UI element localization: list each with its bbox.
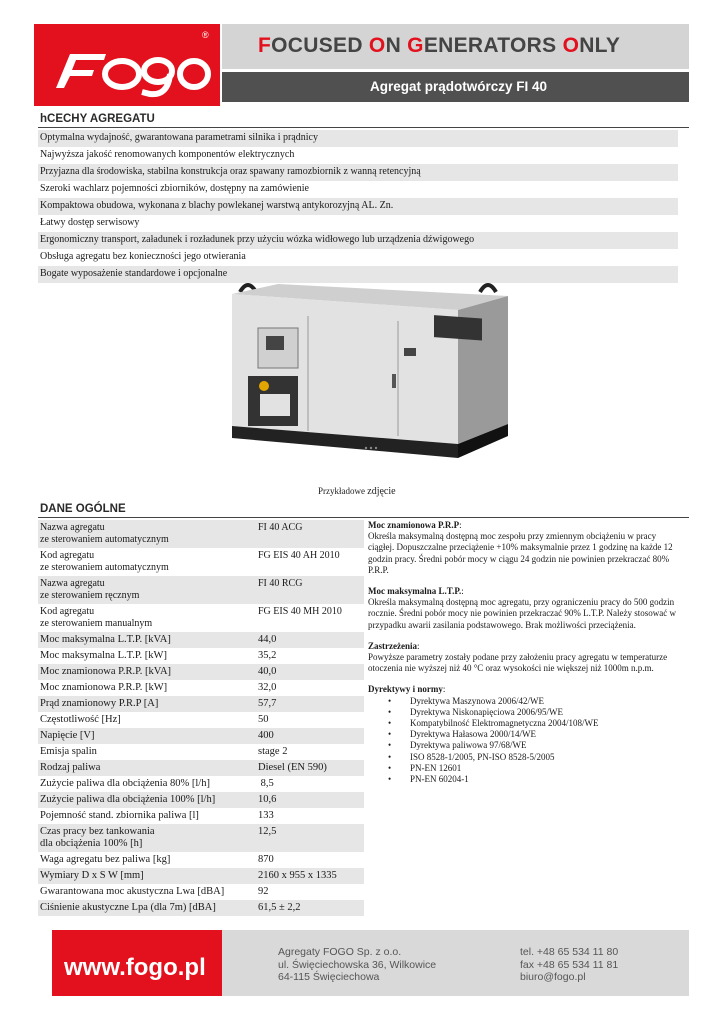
generator-illustration	[218, 276, 508, 476]
fogo-logo-mark	[34, 24, 220, 106]
spec-row	[38, 900, 364, 916]
spec-label: Gwarantowana moc akustyczna Lwa [dBA]	[40, 886, 225, 897]
features-heading: hCECHY AGREGATU	[40, 113, 155, 125]
door-logo	[404, 348, 416, 356]
directives-title: Dyrektywy i normy:	[368, 684, 446, 695]
spec-value: FI 40 ACG	[258, 522, 303, 533]
spec-label: Zużycie paliwa dla obciążenia 80% [l/h]	[40, 778, 210, 789]
spec-value: 61,5 ± 2,2	[258, 902, 301, 913]
spec-row	[38, 852, 364, 868]
image-caption	[318, 486, 396, 497]
directive-item: • PN-EN 12601	[388, 763, 684, 774]
spec-row	[38, 548, 364, 576]
company-contact	[520, 946, 618, 984]
product-title: Agregat prądotwórczy FI 40	[222, 72, 689, 102]
feature-item: Łatwy dostęp serwisowy	[40, 217, 140, 228]
tagline	[222, 24, 689, 69]
spec-value: FG EIS 40 AH 2010	[258, 550, 340, 561]
spec-value: Diesel (EN 590)	[258, 762, 327, 773]
fogo-logo	[34, 24, 220, 106]
spec-value: 32,0	[258, 682, 277, 693]
tagline-segment: O	[368, 34, 386, 57]
spec-row	[38, 712, 364, 728]
footer-info	[222, 930, 689, 996]
feature-item: Najwyższa jakość renomowanych komponentów elektrycznych	[40, 149, 295, 160]
spec-row	[38, 824, 364, 852]
spec-value: 57,7	[258, 698, 277, 709]
reserve-title: Zastrzeżenia:	[368, 640, 420, 651]
spec-row	[38, 632, 364, 648]
spec-value: 40,0	[258, 666, 277, 677]
spec-value: 44,0	[258, 634, 277, 645]
feature-item: Obsługa agregatu bez konieczności jego otwierania	[40, 251, 246, 262]
feature-item: Bogate wyposażenie standardowe i opcjonalne	[38, 266, 678, 283]
spec-label: Waga agregatu bez paliwa [kg]	[40, 854, 171, 865]
product-image	[218, 276, 508, 476]
spec-value: 10,6	[258, 794, 277, 805]
reserve-text: Powyższe parametry zostały podane przy założeniu pracy agregatu w temperaturze otoczenia nie wyższej niż 40 °C oraz wysokości nie większej niż 1000m n.p.m.	[368, 652, 668, 674]
prp-text: Określa maksymalną dostępną moc zespołu przy zmiennym obciążeniu w pracy ciągłej. Dopuszczalne przeciążenie +10% maksymalnie przez 1 godzinę na każde 12 godzin pracy. Średni pobór mocy w ciągu 24 godzin nie powinien przekraczać 80% P.R.P.	[368, 531, 673, 575]
svg-text:®: ®	[202, 30, 209, 40]
spec-label: Napięcie [V]	[40, 730, 95, 741]
feature-item: Optymalna wydajność, gwarantowana parametrami silnika i prądnicy	[38, 130, 678, 147]
spec-label: Moc znamionowa P.R.P. [kW]	[40, 682, 168, 693]
spec-value: 35,2	[258, 650, 277, 661]
spec-value: 50	[258, 714, 269, 725]
directive-item: • Dyrektywa paliwowa 97/68/WE	[388, 740, 684, 751]
tagline-segment: F	[258, 34, 272, 57]
directive-item: • Dyrektywa Hałasowa 2000/14/WE	[388, 729, 684, 740]
features-list	[38, 130, 678, 283]
spec-value: FI 40 RCG	[258, 578, 303, 589]
features-rule	[38, 127, 689, 128]
spec-value: 8,5	[258, 778, 274, 789]
company-city: 64-115 Święciechowa	[278, 971, 380, 983]
spec-row	[38, 760, 364, 776]
spec-value: 2160 x 955 x 1335	[258, 870, 337, 881]
spec-value: 870	[258, 854, 274, 865]
company-address	[278, 946, 436, 984]
spec-row	[38, 664, 364, 680]
tagline-segment: N	[385, 34, 408, 57]
website-link[interactable]: www.fogo.pl	[52, 930, 222, 996]
spec-row	[38, 696, 364, 712]
general-rule	[38, 517, 689, 518]
feature-item: Przyjazna dla środowiska, stabilna konstrukcja oraz spawany ramozbiornik z wanną retencyjną	[38, 164, 678, 181]
page-header	[0, 0, 725, 108]
spec-row	[38, 884, 364, 900]
spec-label: Emisja spalin	[40, 746, 97, 757]
spec-label: Nazwa agregatu ze sterowaniem ręcznym	[40, 578, 140, 601]
spec-row	[38, 576, 364, 604]
caption-small: Przykładowe	[318, 486, 365, 496]
directive-item: • Dyrektywa Niskonapięciowa 2006/95/WE	[388, 707, 684, 718]
spec-label: Moc znamionowa P.R.P. [kVA]	[40, 666, 172, 677]
tagline-segment: NLY	[579, 34, 621, 57]
feature-item: Ergonomiczny transport, załadunek i rozładunek przy użyciu wózka widłowego lub urządzenia dźwigowego	[38, 232, 678, 249]
specs-table	[38, 520, 364, 916]
spec-row	[38, 868, 364, 884]
spec-label: Rodzaj paliwa	[40, 762, 101, 773]
spec-label: Kod agregatu ze sterowaniem manualnym	[40, 606, 153, 629]
spec-label: Częstotliwość [Hz]	[40, 714, 121, 725]
notes-column	[368, 520, 684, 785]
fax: fax +48 65 534 11 81	[520, 958, 619, 971]
company-name: Agregaty FOGO Sp. z o.o.	[278, 946, 402, 958]
ltp-title: Moc maksymalna L.T.P.:	[368, 586, 464, 597]
directive-item: • Kompatybilność Elektromagnetyczna 2004/108/WE	[388, 718, 684, 729]
caption-big: zdjęcie	[367, 486, 396, 497]
tagline-segment: O	[562, 34, 580, 57]
spec-label: Zużycie paliwa dla obciążenia 100% [l/h]	[40, 794, 216, 805]
spec-row	[38, 520, 364, 548]
spec-label: Kod agregatu ze sterowaniem automatycznym	[40, 550, 169, 573]
spec-row	[38, 604, 364, 632]
tagline-segment: G	[407, 34, 424, 57]
directive-item: • Dyrektywa Maszynowa 2006/42/WE	[388, 696, 684, 707]
spec-value: 400	[258, 730, 274, 741]
feature-item: Szeroki wachlarz pojemności zbiorników, dostępny na zamówienie	[40, 183, 309, 194]
spec-label: Czas pracy bez tankowania dla obciążenia 100% [h]	[40, 826, 155, 849]
directive-item: • PN-EN 60204-1	[388, 774, 684, 785]
spec-label: Wymiary D x S W [mm]	[40, 870, 144, 881]
spec-label: Moc maksymalna L.T.P. [kVA]	[40, 634, 171, 645]
general-heading: DANE OGÓLNE	[40, 503, 126, 515]
spec-value: 133	[258, 810, 274, 821]
spec-row	[38, 808, 364, 824]
email-link[interactable]: biuro@fogo.pl	[520, 971, 586, 983]
directives-list	[388, 696, 684, 786]
spec-label: Pojemność stand. zbiornika paliwa [l]	[40, 810, 199, 821]
feature-item: Kompaktowa obudowa, wykonana z blachy powlekanej warstwą antykorozyjną AL. Zn.	[38, 198, 678, 215]
spec-row	[38, 648, 364, 664]
spec-label: Ciśnienie akustyczne Lpa (dla 7m) [dBA]	[40, 902, 216, 913]
company-street: ul. Święciechowska 36, Wilkowice	[278, 958, 437, 971]
spec-row	[38, 744, 364, 760]
phone: tel. +48 65 534 11 80	[520, 946, 619, 958]
spec-row	[38, 792, 364, 808]
prp-title: Moc znamionowa P.R.P:	[368, 520, 462, 530]
spec-value: FG EIS 40 MH 2010	[258, 606, 342, 617]
tagline-segment: ENERATORS	[423, 34, 563, 57]
directive-item: • ISO 8528-1/2005, PN-ISO 8528-5/2005	[388, 752, 684, 763]
spec-value: 12,5	[258, 826, 277, 837]
spec-value: stage 2	[258, 746, 288, 757]
spec-value: 92	[258, 886, 269, 897]
spec-label: Nazwa agregatu ze sterowaniem automatycznym	[40, 522, 169, 545]
tagline-segment: OCUSED	[271, 34, 369, 57]
ltp-text: Określa maksymalną dostępną moc agregatu, przy ograniczeniu pracy do 500 godzin rocznie. Średni pobór mocy nie powinien przekraczać 90% L.T.P. Należy stosować w przypadku awarii zasilania podstawowego. Brak możliwości przeciążenia.	[368, 597, 676, 630]
spec-label: Prąd znamionowy P.R.P [A]	[40, 698, 159, 709]
spec-row	[38, 728, 364, 744]
spec-row	[38, 680, 364, 696]
spec-row	[38, 776, 364, 792]
spec-label: Moc maksymalna L.T.P. [kW]	[40, 650, 167, 661]
